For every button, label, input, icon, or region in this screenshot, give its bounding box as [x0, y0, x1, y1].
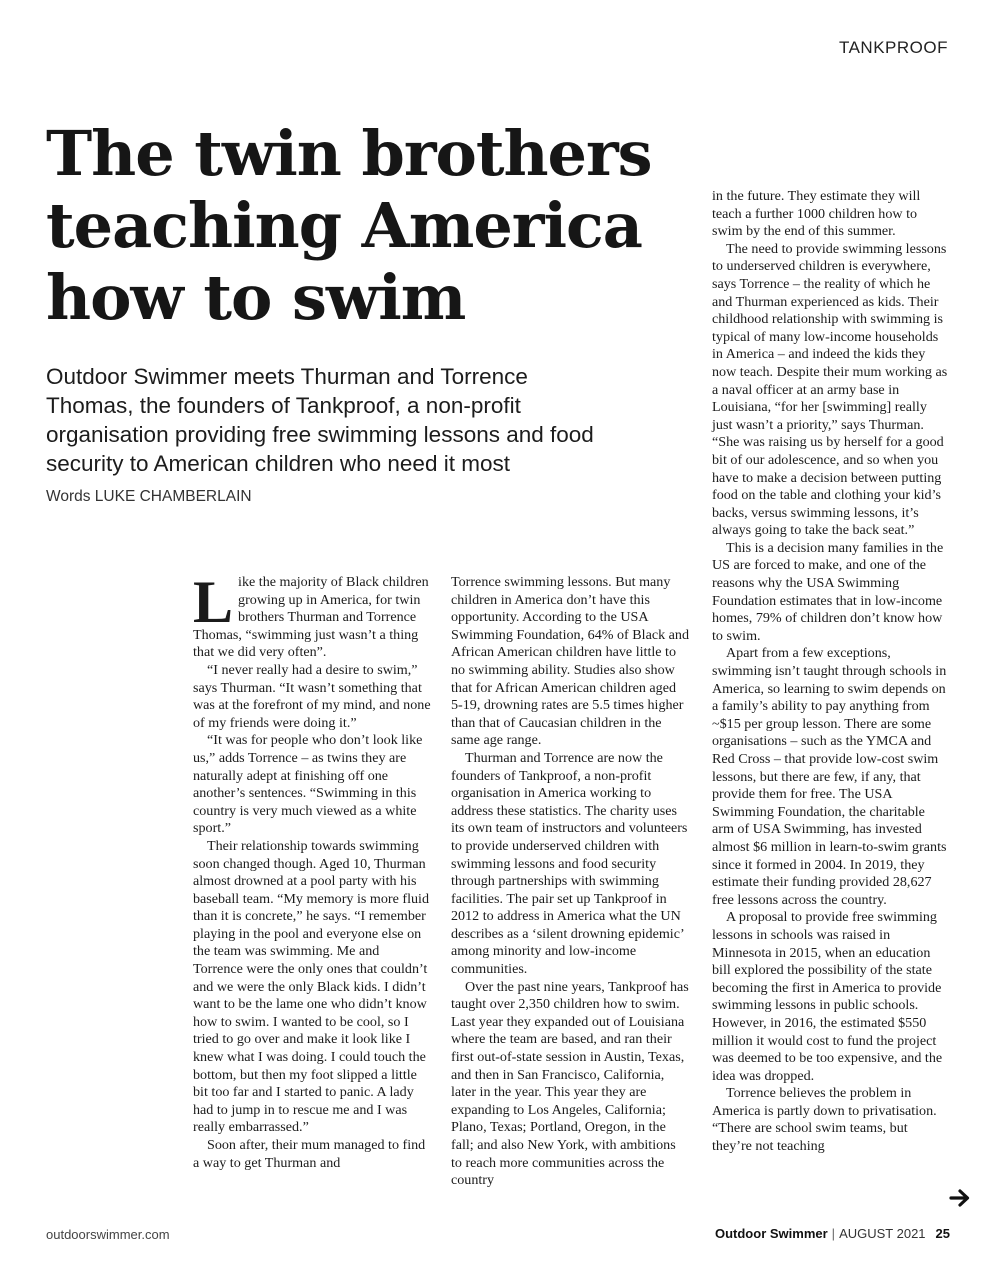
body-paragraph: “I never really had a desire to swim,” says Thurman. “It wasn’t something that was at the forefront of my mind, and none of my friends were doing it.” [193, 661, 431, 731]
body-column-2 [451, 574, 689, 1190]
headline: The twin brothers teaching America how to swim [46, 117, 652, 334]
section-tag: TANKPROOF [838, 38, 948, 57]
body-paragraph: Like the majority of Black children growing up in America, for twin brothers Thurman and Torrence Thomas, “swimming just wasn’t a thing that we did very often”. [193, 569, 429, 661]
body-paragraph: Soon after, their mum managed to find a way to get Thurman and [193, 1137, 426, 1171]
body-column-3 [712, 188, 950, 1156]
byline: Words LUKE CHAMBERLAIN [46, 488, 252, 505]
body-paragraph: Thurman and Torrence are now the founders of Tankproof, a non-profit organisation in America working to address these statistics. The charity uses its own team of instructors and volunteers to provide underserved children with swimming lessons and food security through partnerships with swimming facilities. The pair set up Tankproof in 2012 to address in America what the UN describes as a ‘silent drowning epidemic’ among minority and low-income communities. [451, 749, 688, 978]
standfirst: Outdoor Swimmer meets Thurman and Torrence Thomas, the founders of Tankproof, a non-profit organisation providing free swimming lessons and food security to American children who need it most [46, 364, 594, 476]
body-paragraph: Apart from a few exceptions, swimming isn’t taught through schools in America, so learning to swim depends on a family’s ability to pay anything from ~$15 per group lesson. There are some organisations – such as the YMCA and Red Cross – that provide low-cost swim lessons, but there are few, if any, that provide them for free. The USA Swimming Foundation, the charitable arm of USA Swimming, has invested almost $6 million in learn-to-swim grants since it formed in 2004. In 2019, they estimate their funding provided 28,627 free lessons across the country. [712, 645, 947, 908]
body-paragraph: Over the past nine years, Tankproof has taught over 2,350 children how to swim. Last year they expanded out of Louisiana where the team are based, and ran their first out-of-state session in Austin, Texas, and then in San Francisco, California, later in the year. This year they are expanding to Los Angeles, California; Plano, Texas; Portland, Oregon, in the fall; and also New York, with ambitions to reach more communities across the country [451, 978, 689, 1189]
drop-cap: L [193, 569, 234, 635]
footer-website: outdoorswimmer.com [46, 1227, 170, 1242]
footer-folio [715, 1226, 950, 1241]
issue-date: AUGUST 2021 [839, 1226, 926, 1241]
body-paragraph: Their relationship towards swimming soon changed though. Aged 10, Thurman almost drowned at a pool party with his baseball team. “My memory is more fluid than it is concrete,” he says. “I remember playing in the pool and everyone else on the team was swimming. Me and Torrence were the only ones that couldn’t and we were the only Black kids. I didn’t want to be the lame one who didn’t know how to swim. I wanted to be cool, so I tried to go over and make it look like I knew what I was doing. I could touch the bottom, but then my foot slipped a little bit too far and I started to panic. A lady had to jump in to rescue me and I was really embarrassed.” [193, 837, 430, 1136]
body-paragraph: Torrence believes the problem in America is partly down to privatisation. “There are school swim teams, but they’re not teaching [712, 1085, 937, 1155]
arrow-right-icon [948, 1186, 972, 1210]
body-paragraph: This is a decision many families in the US are forced to make, and one of the reasons why the USA Swimming Foundation estimates that in low-income homes, 79% of children don’t know how to swim. [712, 539, 944, 644]
body-paragraph: in the future. They estimate they will teach a further 1000 children how to swim by the end of this summer. [712, 188, 921, 240]
folio-separator: | [831, 1226, 836, 1241]
magazine-name: Outdoor Swimmer [714, 1226, 828, 1241]
body-paragraph: The need to provide swimming lessons to underserved children is everywhere, says Torrence – the reality of which he and Thurman experienced as kids. Their childhood relationship with swimming is typical of many low-income households in America – and indeed the kids they now teach. Despite their mum working as a naval officer at an army base in Louisiana, “for her [swimming] really just wasn’t a priority,” says Thurman. “She was raising us by herself for a good bit of our adolescence, and so when you have to make a decision between putting food on the table and clothing your kid’s backs, versus swimming lessons, it’s always going to take the back seat.” [712, 240, 948, 539]
page-number: 25 [935, 1226, 950, 1241]
body-paragraph: A proposal to provide free swimming lessons in schools was raised in Minnesota in 2015, when an education bill explored the possibility of the state becoming the first in America to provide swimming lessons in public schools. However, in 2016, the estimated $550 million it would cost to fund the project was deemed to be too expensive, and the idea was dropped. [712, 909, 943, 1084]
body-paragraph: Torrence swimming lessons. But many children in America don’t have this opportunity. According to the USA Swimming Foundation, 64% of Black and African American children have little to no swimming ability. Studies also show that for African American children aged 5-19, drowning rates are 5.5 times higher than that of Caucasian children in the same age range. [451, 574, 690, 749]
body-paragraph: “It was for people who don’t look like us,” adds Torrence – as twins they are naturally adept at finishing off one another’s sentences. “Swimming in this country is very much viewed as a white sport.” [193, 732, 423, 837]
body-column-1 [193, 569, 431, 1172]
